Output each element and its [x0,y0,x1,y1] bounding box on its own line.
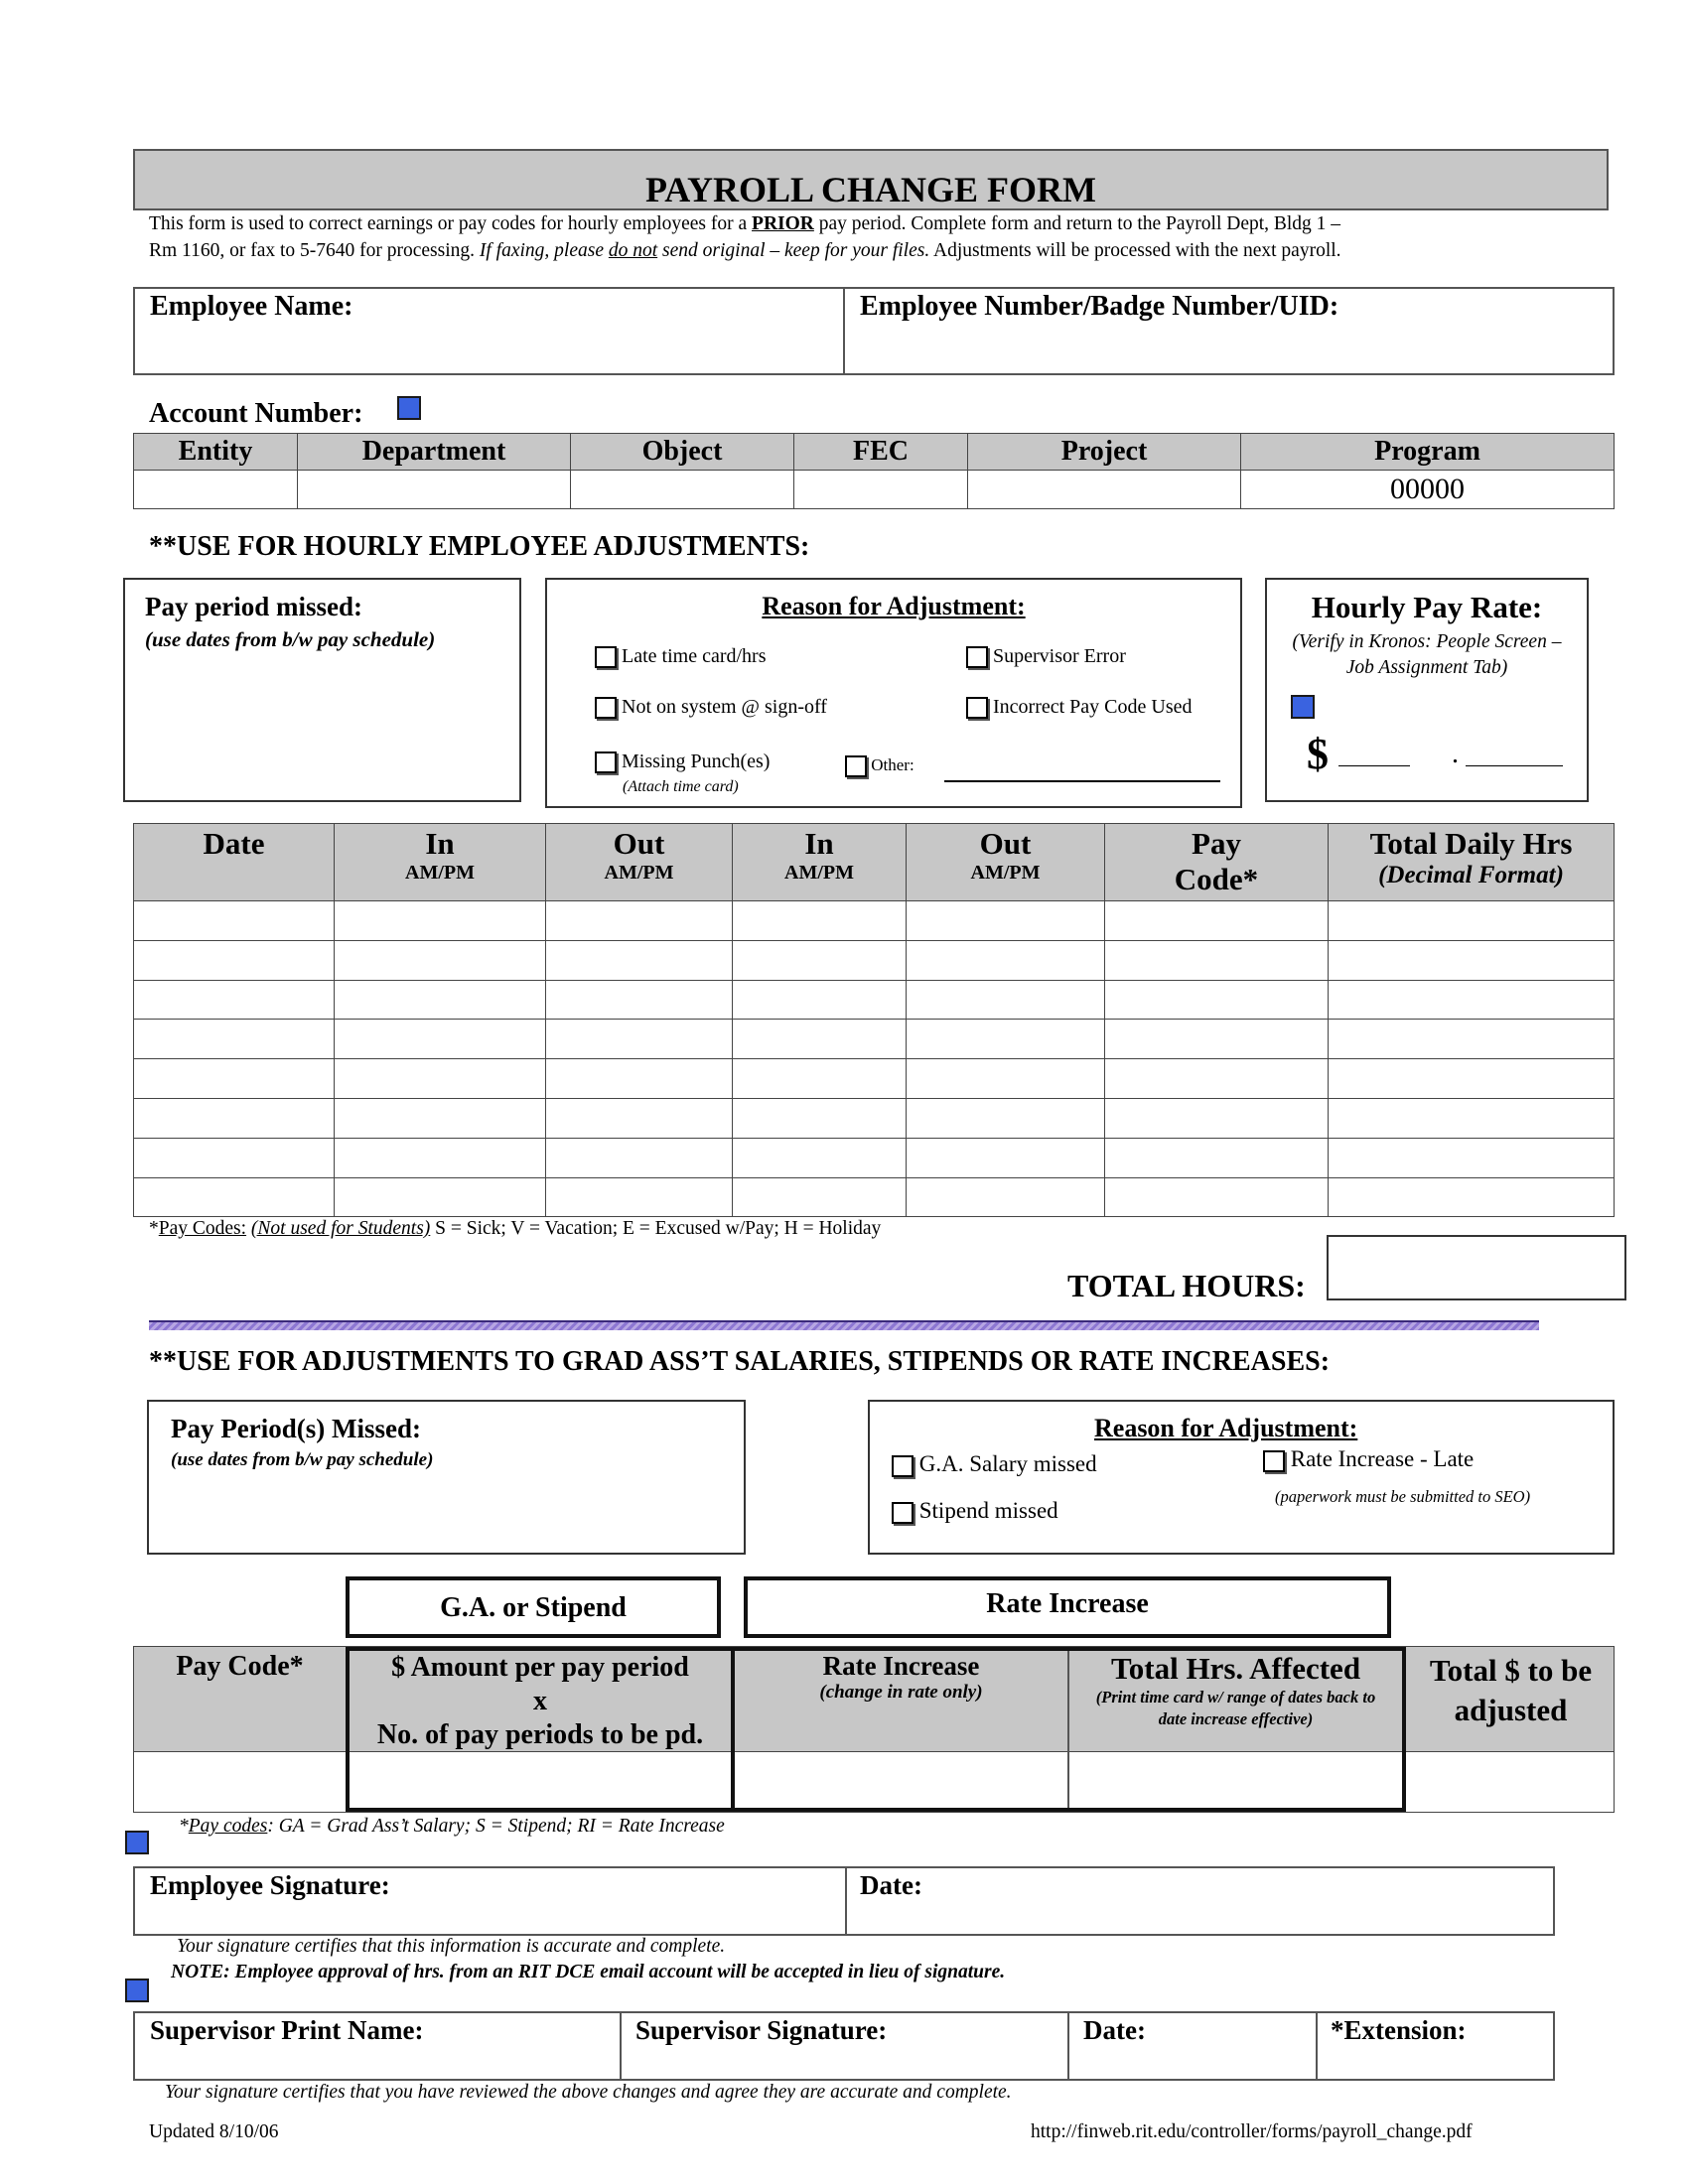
employee-number-field[interactable] [843,287,1615,375]
supervisor-name-label: Supervisor Print Name: [150,2015,424,2045]
grad-col-rate-sub: (change in rate only) [819,1682,983,1703]
time-row [134,1098,1615,1138]
checkbox[interactable] [1263,1450,1285,1472]
employee-signature-field[interactable] [133,1866,847,1936]
extension-label: *Extension: [1331,2015,1467,2045]
checkbox[interactable] [845,755,867,777]
time-header-row [134,824,1615,901]
time-date-cell[interactable] [134,1059,335,1099]
time-row [134,1020,1615,1059]
time-in-1-cell[interactable] [335,1138,546,1177]
time-col-in-sub: AM/PM [784,862,854,884]
time-col-out-1 [546,824,733,901]
time-col-total-label: Total Daily Hrs [1369,826,1573,861]
intro-fax: send original – keep for your files. [657,240,930,261]
intro-prior: PRIOR [752,213,814,234]
grad-paycode-input[interactable] [134,1753,346,1812]
account-number-label: Account Number: [149,398,363,429]
reason-missing-punch-label: Missing Punch(es) [622,751,771,772]
time-in-2-cell[interactable] [733,1098,907,1138]
ga-stipend-group-label: G.A. or Stipend [440,1592,627,1623]
time-date-cell[interactable] [134,901,335,941]
employee-date-label: Date: [860,1870,922,1900]
reason-not-on-system[interactable] [595,696,827,719]
grad-col-hours-label: Total Hrs. Affected [1110,1651,1361,1686]
account-project-input[interactable] [968,470,1241,508]
supervisor-date-label: Date: [1083,2015,1146,2045]
time-out-1-cell[interactable] [546,1138,733,1177]
time-date-cell[interactable] [134,940,335,980]
employee-approval-note: NOTE: Employee approval of hrs. from an RIT DCE email account will be accepted in lieu of signature. [171,1962,1006,1982]
time-out-1-cell[interactable] [546,901,733,941]
grad-col-rate-label: Rate Increase [822,1651,980,1681]
time-col-in-label: In [425,826,455,861]
reason-incorrect-code-label: Incorrect Pay Code Used [993,696,1193,718]
time-out-2-cell[interactable] [907,1138,1105,1177]
account-col-department: Department [298,434,571,471]
time-out-1-cell[interactable] [546,1177,733,1217]
reason-supervisor[interactable] [966,645,1126,668]
decimal-point: . [1452,739,1459,769]
time-date-cell[interactable] [134,1020,335,1059]
time-total-daily-cell[interactable] [1329,1138,1615,1177]
ga-stipend-group [346,1576,721,1638]
time-total-daily-cell[interactable] [1329,1098,1615,1138]
account-col-fec: FEC [794,434,968,471]
pay-codes-prefix: * [149,1218,159,1239]
grad-col-hours-sub: (Print time card w/ range of dates back to date increase effective) [1095,1688,1376,1728]
reason-supervisor-label: Supervisor Error [993,645,1126,667]
reason-box [545,578,1242,808]
grad-total-input[interactable] [1406,1753,1616,1812]
grad-amount-input[interactable] [350,1753,731,1808]
time-col-out-sub: AM/PM [970,862,1041,884]
grad-pay-codes-note [179,1816,725,1838]
time-col-out-2 [907,824,1105,901]
time-col-in-label: In [804,826,834,861]
grad-pay-period-hint: (use dates from b/w pay schedule) [171,1449,434,1470]
pay-codes-students-note: (Not used for Students) [250,1218,431,1239]
rate-increase-late-label: Rate Increase - Late [1290,1446,1475,1471]
time-row [134,901,1615,941]
time-col-in-2 [733,824,907,901]
time-out-1-cell[interactable] [546,1020,733,1059]
grad-hours-input[interactable] [1069,1753,1402,1808]
stipend-missed[interactable] [892,1498,1058,1524]
time-out-2-cell[interactable] [907,901,1105,941]
grad-pay-codes-label: Pay codes [188,1816,268,1837]
intro-part: This form is used to correct earnings or pay codes for hourly employees for a [149,213,753,234]
reason-not-on-system-label: Not on system @ sign-off [622,696,827,718]
time-row [134,980,1615,1020]
time-col-in-sub: AM/PM [405,862,475,884]
grad-pay-period-box[interactable] [147,1400,746,1555]
intro-donot: do not [608,240,658,261]
extension-field[interactable] [1316,2011,1555,2081]
rate-dollars-line[interactable] [1338,765,1410,766]
hourly-pay-rate-input[interactable] [1307,729,1329,779]
total-hours-label: TOTAL HOURS: [1067,1268,1306,1303]
hourly-pay-rate-hint: (Verify in Kronos: People Screen – Job Assignment Tab) [1292,631,1562,678]
checkbox[interactable] [966,697,988,719]
section-divider [149,1320,1539,1330]
account-header-row [134,434,1615,471]
grad-pay-codes-list: : GA = Grad Ass’t Salary; S = Stipend; RI = Rate Increase [267,1816,725,1837]
time-total-daily-cell[interactable] [1329,1059,1615,1099]
rate-increase-group-label: Rate Increase [986,1588,1149,1619]
intro-text [149,210,1599,264]
time-in-2-cell[interactable] [733,940,907,980]
time-in-1-cell[interactable] [335,901,546,941]
account-col-entity: Entity [134,434,298,471]
time-row [134,1138,1615,1177]
employee-name-field[interactable] [133,287,845,375]
time-pay-code-cell[interactable] [1105,1020,1329,1059]
form-field-marker-icon [1291,695,1315,719]
time-in-2-cell[interactable] [733,1177,907,1217]
time-col-date [134,824,335,901]
grad-table [133,1646,1615,1813]
intro-part: Rm 1160, or fax to 5-7640 for processing. [149,240,480,261]
form-field-marker-icon [125,1831,149,1854]
ga-salary-missed[interactable] [892,1451,1097,1477]
reason-attach-note: (Attach time card) [623,778,739,795]
account-entity-input[interactable] [134,470,298,508]
hourly-pay-rate-box [1265,578,1589,802]
employee-date-field[interactable] [845,1866,1555,1936]
time-out-2-cell[interactable] [907,940,1105,980]
hourly-heading: **USE FOR HOURLY EMPLOYEE ADJUSTMENTS: [149,531,810,562]
time-total-daily-cell[interactable] [1329,1177,1615,1217]
supervisor-signature-field[interactable] [620,2011,1069,2081]
time-out-1-cell[interactable] [546,1059,733,1099]
rate-cents-line[interactable] [1466,765,1563,766]
supervisor-cert-text: Your signature certifies that you have reviewed the above changes and agree they are accurate and complete. [165,2082,1012,2103]
grad-col-hours [1069,1651,1402,1730]
time-out-1-cell[interactable] [546,980,733,1020]
time-total-daily-cell[interactable] [1329,980,1615,1020]
time-date-cell[interactable] [134,1138,335,1177]
grad-col-amount-line1: $ Amount per pay period [391,1652,689,1683]
time-col-date-label: Date [203,826,265,861]
time-in-1-cell[interactable] [335,1098,546,1138]
account-col-project: Project [968,434,1241,471]
ga-salary-missed-label: G.A. Salary missed [918,1451,1097,1476]
time-in-2-cell[interactable] [733,901,907,941]
account-col-object: Object [571,434,794,471]
reason-other-input[interactable] [944,780,1220,782]
reason-title: Reason for Adjustment: [762,592,1026,620]
time-in-2-cell[interactable] [733,1020,907,1059]
time-col-pay-label: Pay [1192,826,1241,861]
time-out-2-cell[interactable] [907,980,1105,1020]
time-col-total-daily [1329,824,1615,901]
time-row [134,940,1615,980]
grad-reason-box [868,1400,1615,1555]
employee-number-label: Employee Number/Badge Number/UID: [860,291,1339,322]
account-fec-input[interactable] [794,470,968,508]
reason-late[interactable] [595,645,767,668]
time-in-1-cell[interactable] [335,1177,546,1217]
time-col-out-sub: AM/PM [604,862,674,884]
checkbox[interactable] [595,646,617,668]
time-table-body [134,901,1615,1217]
employee-cert-text: Your signature certifies that this information is accurate and complete. [177,1936,726,1957]
time-pay-code-cell[interactable] [1105,980,1329,1020]
time-in-2-cell[interactable] [733,1059,907,1099]
total-hours-input[interactable] [1327,1235,1626,1300]
title-bar [133,149,1609,210]
account-value-row [134,470,1615,508]
time-pay-code-cell[interactable] [1105,1098,1329,1138]
time-col-in-1 [335,824,546,901]
rate-increase-late[interactable] [1263,1446,1474,1472]
grad-pay-period-label: Pay Period(s) Missed: [171,1414,421,1443]
account-col-program: Program [1241,434,1615,471]
time-in-1-cell[interactable] [335,1059,546,1099]
time-out-2-cell[interactable] [907,1098,1105,1138]
time-in-2-cell[interactable] [733,980,907,1020]
time-out-1-cell[interactable] [546,1098,733,1138]
stipend-missed-label: Stipend missed [918,1498,1058,1523]
time-col-total-sub: (Decimal Format) [1378,862,1564,888]
hourly-pay-rate-title: Hourly Pay Rate: [1311,590,1543,624]
page-title: PAYROLL CHANGE FORM [644,170,1097,209]
time-total-daily-cell[interactable] [1329,901,1615,941]
time-date-cell[interactable] [134,980,335,1020]
account-object-input[interactable] [571,470,794,508]
time-col-out-label: Out [979,826,1032,861]
time-table [133,823,1615,1217]
checkbox[interactable] [892,1455,914,1477]
account-department-input[interactable] [298,470,571,508]
checkbox[interactable] [966,646,988,668]
checkbox[interactable] [595,697,617,719]
pay-period-missed-label: Pay period missed: [145,592,362,621]
time-row [134,1177,1615,1217]
time-date-cell[interactable] [134,1098,335,1138]
time-out-2-cell[interactable] [907,1059,1105,1099]
account-program-input[interactable]: 00000 [1241,470,1615,508]
rate-increase-group [744,1576,1391,1638]
pay-period-missed-hint: (use dates from b/w pay schedule) [145,627,436,651]
time-out-2-cell[interactable] [907,1177,1105,1217]
employee-signature-label: Employee Signature: [150,1870,390,1900]
time-out-2-cell[interactable] [907,1020,1105,1059]
grad-pay-codes-prefix: * [179,1816,189,1837]
account-table [133,433,1615,509]
checkbox[interactable] [595,751,617,773]
intro-fax: If faxing, please [479,240,609,261]
reason-other-label: Other: [871,755,914,774]
time-pay-code-cell[interactable] [1105,940,1329,980]
time-total-daily-cell[interactable] [1329,940,1615,980]
time-col-out-label: Out [613,826,665,861]
grad-col-rate [735,1651,1067,1704]
grad-reason-title: Reason for Adjustment: [1094,1414,1358,1442]
time-in-1-cell[interactable] [335,940,546,980]
time-date-cell[interactable] [134,1177,335,1217]
time-row [134,1059,1615,1099]
grad-col-total: Total $ to be adjusted [1429,1653,1593,1727]
reason-other[interactable] [845,755,914,777]
pay-codes-list: S = Sick; V = Vacation; E = Excused w/Pay; H = Holiday [430,1218,882,1239]
grad-col-amount-line2: No. of pay periods to be pd. [376,1719,704,1750]
intro-part: pay period. Complete form and return to the Payroll Dept, Bldg 1 – [813,213,1341,234]
supervisor-date-field[interactable] [1067,2011,1318,2081]
time-col-pay-sub: Code* [1174,862,1259,896]
form-field-marker-icon [125,1979,149,2002]
time-out-1-cell[interactable] [546,940,733,980]
grad-heading: **USE FOR ADJUSTMENTS TO GRAD ASS’T SALARIES, STIPENDS OR RATE INCREASES: [149,1346,1331,1377]
pay-period-missed-box[interactable] [123,578,521,802]
time-col-pay-code [1105,824,1329,901]
time-total-daily-cell[interactable] [1329,1020,1615,1059]
grad-col-amount [350,1651,731,1752]
intro-part: Adjustments will be processed with the next payroll. [929,240,1341,261]
time-pay-code-cell[interactable] [1105,1138,1329,1177]
reason-incorrect-code[interactable] [966,696,1193,719]
supervisor-name-field[interactable] [133,2011,622,2081]
time-pay-code-cell[interactable] [1105,1059,1329,1099]
time-in-1-cell[interactable] [335,1020,546,1059]
group-bottom-border [346,1808,1406,1812]
rate-increase-note: (paperwork must be submitted to SEO) [1275,1487,1531,1506]
footer-url[interactable]: http://finweb.rit.edu/controller/forms/payroll_change.pdf [1031,2121,1473,2142]
footer-updated: Updated 8/10/06 [149,2121,279,2142]
time-in-1-cell[interactable] [335,980,546,1020]
time-pay-code-cell[interactable] [1105,901,1329,941]
form-field-marker-icon [397,396,421,420]
grad-col-amount-x: x [533,1686,547,1716]
pay-codes-note [149,1218,881,1240]
time-pay-code-cell[interactable] [1105,1177,1329,1217]
supervisor-signature-label: Supervisor Signature: [635,2015,888,2045]
grad-rate-input[interactable] [735,1753,1067,1808]
reason-missing-punch[interactable] [595,751,770,773]
time-in-2-cell[interactable] [733,1138,907,1177]
checkbox[interactable] [892,1502,914,1524]
pay-codes-label: Pay Codes: [158,1218,247,1239]
reason-late-label: Late time card/hrs [622,645,767,667]
dollar-sign: $ [1307,730,1329,778]
employee-name-label: Employee Name: [150,291,353,322]
grad-col-paycode: Pay Code* [176,1651,304,1682]
